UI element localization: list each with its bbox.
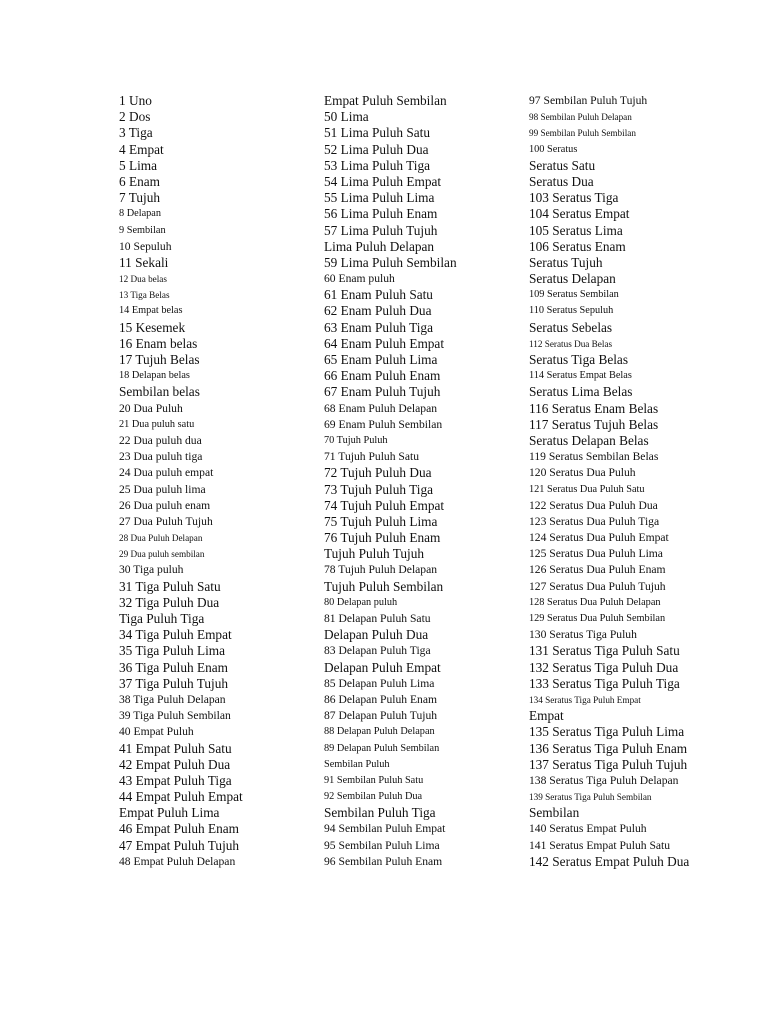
number-word-entry: 40 Empat Puluh [119,725,194,739]
number-word-entry: 34 Tiga Puluh Empat [119,627,232,643]
number-word-entry: 95 Sembilan Puluh Lima [324,838,440,852]
number-word-entry: 37 Tiga Puluh Tujuh [119,675,229,691]
number-word-entry: 6 Enam [119,173,160,189]
number-word-entry: Lima Puluh Delapan [324,238,435,254]
number-word-entry: 12 Dua belas [119,274,167,285]
number-word-entry: 80 Delapan puluh [324,596,398,608]
number-word-entry: Tujuh Puluh Tujuh [324,546,425,562]
number-word-entry: 125 Seratus Dua Puluh Lima [529,547,663,561]
number-list-column-2 [324,93,559,870]
number-word-entry: 89 Delapan Puluh Sembilan [324,742,440,754]
number-word-entry: 73 Tujuh Puluh Tiga [324,481,434,497]
number-word-entry: 136 Seratus Tiga Puluh Enam [529,740,688,756]
number-word-entry: 137 Seratus Tiga Puluh Tujuh [529,756,688,772]
number-word-entry: 139 Seratus Tiga Puluh Sembilan [529,792,652,803]
number-word-entry: 114 Seratus Empat Belas [529,370,632,382]
number-word-entry: 91 Sembilan Puluh Satu [324,774,424,786]
number-word-entry: 105 Seratus Lima [529,222,623,238]
number-word-entry: 29 Dua puluh sembilan [119,549,205,560]
number-word-entry: 74 Tujuh Puluh Empat [324,497,445,513]
number-word-entry: 23 Dua puluh tiga [119,450,203,464]
number-word-entry: 30 Tiga puluh [119,563,184,577]
number-word-entry: 81 Delapan Puluh Satu [324,612,431,625]
number-word-entry: 61 Enam Puluh Satu [324,287,433,303]
number-word-entry: 109 Seratus Sembilan [529,289,619,301]
number-list-column-3 [529,93,764,870]
number-word-entry: Seratus Satu [529,157,596,173]
number-word-entry: 20 Dua Puluh [119,401,183,415]
number-word-entry: 116 Seratus Enam Belas [529,400,659,416]
number-word-entry: 85 Delapan Puluh Lima [324,676,435,690]
number-word-entry: 69 Enam Puluh Sembilan [324,417,443,431]
number-word-entry: Tiga Puluh Tiga [119,611,205,626]
number-word-entry: 55 Lima Puluh Lima [324,190,435,206]
number-word-entry: 135 Seratus Tiga Puluh Lima [529,724,685,740]
number-word-entry: 22 Dua puluh dua [119,433,202,447]
number-word-entry: Seratus Lima Belas [529,384,633,400]
number-word-entry: Seratus Tiga Belas [529,352,628,367]
number-word-entry: Sembilan belas [119,384,200,400]
number-word-entry: 106 Seratus Enam [529,238,626,254]
number-word-entry: 39 Tiga Puluh Sembilan [119,709,231,723]
number-word-entry: 122 Seratus Dua Puluh Dua [529,498,658,512]
number-word-entry: 36 Tiga Puluh Enam [119,659,228,675]
number-word-entry: 54 Lima Puluh Empat [324,173,442,189]
number-word-entry: 51 Lima Puluh Satu [324,125,431,141]
number-word-entry: 129 Seratus Dua Puluh Sembilan [529,613,666,624]
number-word-entry: 103 Seratus Tiga [529,190,619,206]
number-word-entry: 138 Seratus Tiga Puluh Delapan [529,773,679,787]
number-word-entry: 70 Tujuh Puluh [324,434,388,446]
number-word-entry: 24 Dua puluh empat [119,466,214,480]
number-word-entry: 133 Seratus Tiga Puluh Tiga [529,675,680,691]
number-word-entry: 140 Seratus Empat Puluh [529,822,647,836]
number-word-entry: 64 Enam Puluh Empat [324,335,445,351]
number-word-entry: Sembilan Puluh Tiga [324,805,436,821]
number-word-entry: 11 Sekali [119,254,169,270]
number-word-entry: 119 Seratus Sembilan Belas [529,450,659,464]
number-word-entry: 110 Seratus Sepuluh [529,305,614,317]
number-word-entry: 48 Empat Puluh Delapan [119,854,236,868]
number-word-entry: Tujuh Puluh Sembilan [324,578,444,594]
number-word-entry: 16 Enam belas [119,335,198,351]
number-word-entry: 126 Seratus Dua Puluh Enam [529,563,666,577]
number-word-entry: 98 Sembilan Puluh Delapan [529,112,632,123]
number-word-entry: Delapan Puluh Empat [324,659,441,675]
number-word-entry: 124 Seratus Dua Puluh Empat [529,531,669,545]
number-word-entry: 2 Dos [119,109,151,125]
number-word-entry: 31 Tiga Puluh Satu [119,578,221,594]
number-word-entry: 94 Sembilan Puluh Empat [324,822,446,836]
number-word-entry: 99 Sembilan Puluh Sembilan [529,128,636,139]
number-word-entry: 9 Sembilan [119,224,166,236]
number-word-entry: 4 Empat [119,141,164,157]
number-word-entry: 8 Delapan [119,208,162,220]
number-word-entry: 27 Dua Puluh Tujuh [119,514,213,528]
number-word-entry: 62 Enam Puluh Dua [324,303,432,319]
number-word-entry: 1 Uno [119,93,152,108]
number-word-entry: 46 Empat Puluh Enam [119,821,240,837]
number-word-entry: 104 Seratus Empat [529,206,630,222]
number-word-entry: 96 Sembilan Puluh Enam [324,854,443,868]
number-word-entry: 66 Enam Puluh Enam [324,368,441,384]
number-word-entry: 117 Seratus Tujuh Belas [529,416,659,432]
number-word-entry: 132 Seratus Tiga Puluh Dua [529,659,679,675]
number-word-entry: 56 Lima Puluh Enam [324,206,438,222]
number-word-entry: Seratus Sebelas [529,319,613,335]
number-word-entry: 130 Seratus Tiga Puluh [529,628,637,642]
number-word-entry: 13 Tiga Belas [119,290,170,301]
number-word-entry: 17 Tujuh Belas [119,352,200,367]
number-word-entry: 100 Seratus [529,143,578,155]
number-word-entry: 75 Tujuh Puluh Lima [324,513,438,529]
number-word-entry: 5 Lima [119,157,158,173]
number-word-entry: 112 Seratus Dua Belas [529,338,613,349]
number-word-entry: Sembilan [529,805,580,821]
number-word-entry: 141 Seratus Empat Puluh Satu [529,838,671,852]
number-word-entry: 78 Tujuh Puluh Delapan [324,563,438,577]
number-word-entry: 47 Empat Puluh Tujuh [119,837,240,853]
number-word-entry: 3 Tiga [119,125,153,141]
number-word-entry: 25 Dua puluh lima [119,482,206,496]
number-word-entry: 67 Enam Puluh Tujuh [324,384,441,400]
number-word-entry: 50 Lima [324,109,369,125]
number-word-entry: 26 Dua puluh enam [119,498,211,512]
number-word-entry: 86 Delapan Puluh Enam [324,692,438,706]
number-word-entry: 14 Empat belas [119,305,183,317]
number-word-entry: 52 Lima Puluh Dua [324,141,429,157]
number-word-entry: 92 Sembilan Puluh Dua [324,791,423,803]
number-word-entry: 76 Tujuh Puluh Enam [324,530,441,546]
number-word-entry: 72 Tujuh Puluh Dua [324,465,432,481]
number-word-entry: 128 Seratus Dua Puluh Delapan [529,596,661,608]
number-word-entry: 44 Empat Puluh Empat [119,789,243,805]
number-word-entry: 41 Empat Puluh Satu [119,740,232,756]
number-word-entry: Seratus Delapan [529,271,616,287]
number-word-entry: 38 Tiga Puluh Delapan [119,692,226,706]
number-word-entry: 18 Delapan belas [119,370,190,382]
number-word-entry: 123 Seratus Dua Puluh Tiga [529,514,660,528]
number-word-entry: 21 Dua puluh satu [119,418,195,430]
number-word-entry: 59 Lima Puluh Sembilan [324,254,457,270]
number-word-entry: 43 Empat Puluh Tiga [119,772,232,788]
number-word-entry: Empat Puluh Lima [119,805,220,821]
number-word-entry: Empat Puluh Sembilan [324,93,447,108]
number-word-entry: 42 Empat Puluh Dua [119,756,231,772]
number-word-entry: 71 Tujuh Puluh Satu [324,450,420,464]
number-word-entry: 32 Tiga Puluh Dua [119,594,220,610]
number-word-entry: Seratus Tujuh [529,254,603,270]
number-word-entry: Sembilan Puluh [324,758,390,770]
number-word-entry: 142 Seratus Empat Puluh Dua [529,853,690,869]
number-word-entry: 7 Tujuh [119,190,161,206]
number-word-entry: 87 Delapan Puluh Tujuh [324,709,438,723]
number-word-entry: 60 Enam puluh [324,272,395,286]
number-word-entry: 63 Enam Puluh Tiga [324,319,433,335]
number-word-entry: Seratus Dua [529,173,594,189]
number-word-entry: Empat [529,708,564,724]
number-word-entry: 83 Delapan Puluh Tiga [324,644,431,658]
number-word-entry: 134 Seratus Tiga Puluh Empat [529,694,641,705]
number-word-entry: 127 Seratus Dua Puluh Tujuh [529,579,666,593]
number-word-entry: 35 Tiga Puluh Lima [119,643,226,659]
number-word-entry: 88 Delapan Puluh Delapan [324,726,435,738]
number-word-entry: 57 Lima Puluh Tujuh [324,222,438,238]
number-word-entry: 65 Enam Puluh Lima [324,352,438,367]
number-word-entry: 28 Dua Puluh Delapan [119,533,203,544]
number-word-entry: 120 Seratus Dua Puluh [529,466,636,480]
number-word-entry: 121 Seratus Dua Puluh Satu [529,483,645,495]
number-word-entry: Delapan Puluh Dua [324,627,429,643]
number-word-entry: 131 Seratus Tiga Puluh Satu [529,643,680,659]
number-word-entry: 68 Enam Puluh Delapan [324,401,438,415]
number-word-entry: 97 Sembilan Puluh Tujuh [529,94,648,107]
number-word-entry: 15 Kesemek [119,319,186,335]
number-list-column-1 [119,93,354,870]
number-word-entry: 10 Sepuluh [119,239,172,253]
number-word-entry: Seratus Delapan Belas [529,432,649,448]
number-word-entry: 53 Lima Puluh Tiga [324,157,431,173]
